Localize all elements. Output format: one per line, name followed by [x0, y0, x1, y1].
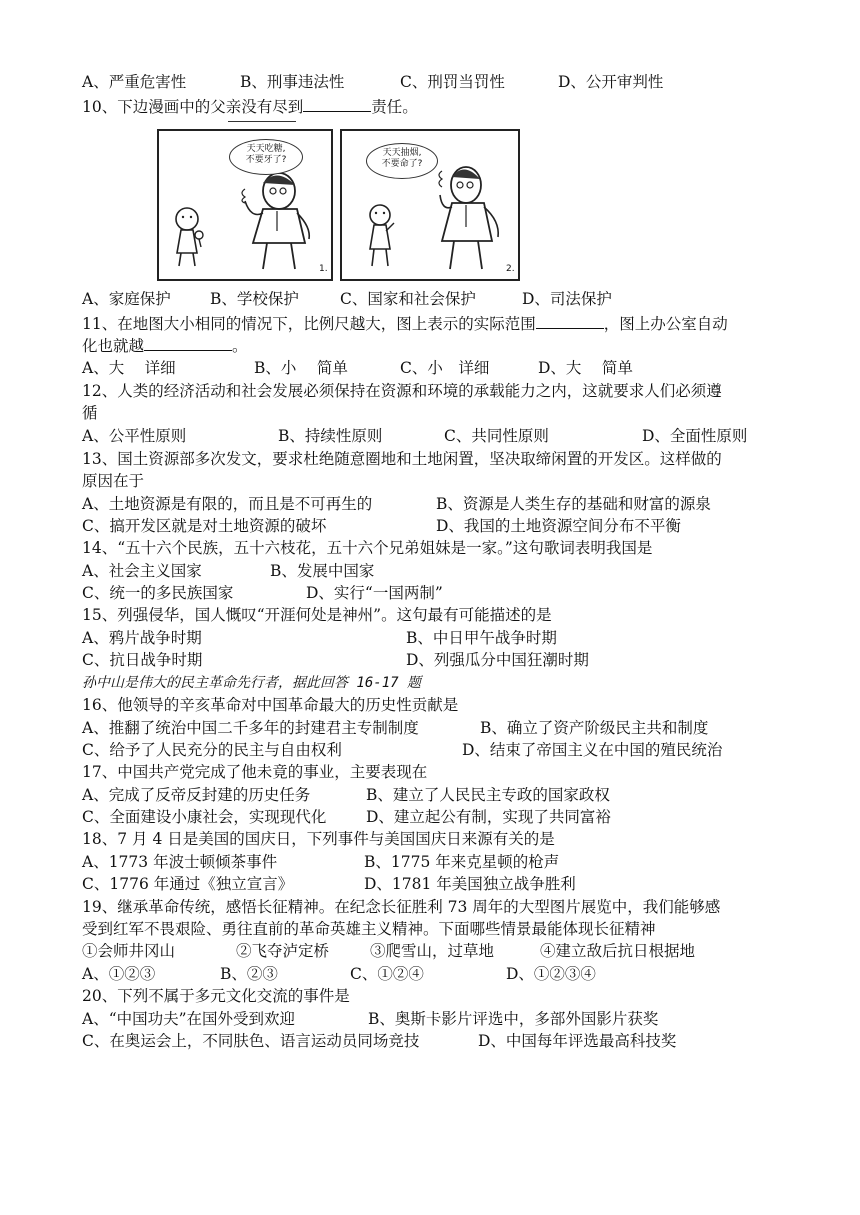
- q20-option-d: D、中国每年评选最高科技奖: [478, 1032, 677, 1050]
- q15-stem: 15、列强侵华，国人慨叹“开涯何处是神州”。这句最有可能描述的是: [82, 606, 552, 624]
- q10-stem-a: 10、下边漫画中的父亲没有尽到: [82, 98, 304, 116]
- q20-stem: 20、下列不属于多元文化交流的事件是: [82, 987, 350, 1005]
- q18-stem: 18、7 月 4 日是美国的国庆日，下列事件与美国国庆日来源有关的是: [82, 830, 555, 848]
- cartoon-top-line: [228, 121, 296, 122]
- q9-option-b: B、刑事违法性: [240, 73, 345, 91]
- q14-options-row-2: [82, 583, 443, 603]
- q11-option-d: D、大 简单: [538, 359, 633, 377]
- q10-option-a: A、家庭保护: [82, 290, 171, 308]
- q16-option-b: B、确立了资产阶级民主共和制度: [480, 719, 709, 737]
- q19-option-d: D、①②③④: [506, 965, 596, 983]
- q12-option-a: A、公平性原则: [82, 427, 187, 445]
- panel-2-bubble-line-1: 天天抽烟,: [382, 148, 422, 158]
- q12-options-row: [82, 426, 748, 446]
- q13-stem-line-1: 13、国土资源部多次发文，要求杜绝随意圈地和土地闲置，坚决取缔闲置的开发区。这样做的: [82, 450, 722, 468]
- q19-item-4: ④建立敌后抗日根据地: [540, 942, 696, 960]
- q17-option-a: A、完成了反帝反封建的历史任务: [82, 786, 311, 804]
- q19-item-1: ①会师井冈山: [82, 942, 176, 960]
- q13-option-d: D、我国的土地资源空间分布不平衡: [436, 517, 681, 535]
- q16-option-c: C、给予了人民充分的民主与自由权利: [82, 741, 342, 759]
- q16-option-d: D、结束了帝国主义在中国的殖民统治: [462, 741, 723, 759]
- q13-option-a: A、土地资源是有限的，而且是不可再生的: [82, 495, 373, 513]
- q10-stem: [82, 96, 418, 117]
- q12-option-b: B、持续性原则: [278, 427, 383, 445]
- q17-option-b: B、建立了人民民主专政的国家政权: [366, 786, 610, 804]
- q16-options-row-1: [82, 718, 709, 738]
- q20-option-a: A、“中国功夫”在国外受到欢迎: [82, 1010, 296, 1028]
- q17-options-row-2: [82, 807, 611, 827]
- q20-options-row-2: [82, 1031, 677, 1051]
- q9-option-a: A、严重危害性: [82, 73, 187, 91]
- q14-options-row-1: [82, 561, 375, 581]
- panel-1-speech-bubble: [229, 139, 303, 175]
- q18-options-row-2: [82, 874, 576, 894]
- q13-options-row-1: [82, 494, 711, 514]
- q20-option-c: C、在奥运会上，不同肤色、语言运动员同场竞技: [82, 1032, 420, 1050]
- q10-option-d: D、司法保护: [522, 290, 612, 308]
- q11-option-a: A、大 详细: [82, 359, 176, 377]
- q15-option-a: A、鸦片战争时期: [82, 629, 202, 647]
- q11-stem-line-1: [82, 313, 728, 334]
- q11-stem-c: 化也就越: [82, 337, 145, 355]
- q17-stem: 17、中国共产党完成了他未竟的事业，主要表现在: [82, 763, 428, 781]
- q11-options-row: [82, 358, 633, 378]
- q15-options-row-2: [82, 650, 589, 670]
- q14-option-d: D、实行“一国两制”: [306, 584, 443, 602]
- cartoon-panel-1: [157, 129, 333, 281]
- panel-2-number: 2.: [506, 264, 515, 274]
- q20-option-b: B、奥斯卡影片评选中，多部外国影片获奖: [368, 1010, 659, 1028]
- q10-options-row: [82, 289, 612, 309]
- q19-stem-line-1: 19、继承革命传统，感悟长征精神。在纪念长征胜利 73 周年的大型图片展览中，我们能够感: [82, 898, 721, 916]
- q18-option-b: B、1775 年来克星顿的枪声: [364, 853, 560, 871]
- q13-option-b: B、资源是人类生存的基础和财富的源泉: [436, 495, 711, 513]
- q19-option-b: B、②③: [220, 965, 278, 983]
- q19-item-2: ②飞夺泸定桥: [236, 942, 330, 960]
- q18-options-row-1: [82, 852, 560, 872]
- q11-stem-line-2: [82, 335, 248, 356]
- q19-options-row: [82, 964, 596, 984]
- q17-option-c: C、全面建设小康社会，实现现代化: [82, 808, 327, 826]
- panel-1-bubble-line-1: 天天吃糖,: [246, 144, 286, 154]
- q14-stem: 14、“五十六个民族，五十六枝花，五十六个兄弟姐妹是一家。”这句歌词表明我国是: [82, 539, 653, 557]
- q11-stem-d: 。: [232, 337, 248, 355]
- q19-option-c: C、①②④: [350, 965, 424, 983]
- q10-option-b: B、学校保护: [210, 290, 299, 308]
- q14-option-b: B、发展中国家: [270, 562, 375, 580]
- q16-stem: 16、他领导的辛亥革命对中国革命最大的历史性贡献是: [82, 696, 459, 714]
- q11-option-c: C、小 详细: [400, 359, 490, 377]
- q19-item-3: ③爬雪山，过草地: [370, 942, 495, 960]
- q10-stem-b: 责任。: [371, 98, 418, 116]
- q11-blank-1: [536, 313, 604, 329]
- q12-option-c: C、共同性原则: [444, 427, 549, 445]
- q11-stem-b: ，图上办公室自动: [603, 315, 728, 333]
- q19-items-row: [82, 941, 696, 961]
- q16-options-row-2: [82, 740, 723, 760]
- q11-blank-2: [144, 335, 232, 351]
- panel-1-number: 1.: [319, 264, 328, 274]
- q13-option-c: C、搞开发区就是对土地资源的破坏: [82, 517, 327, 535]
- q19-option-a: A、①②③: [82, 965, 156, 983]
- panel-2-bubble-line-2: 不要命了?: [381, 159, 423, 169]
- panel-1-bubble-line-2: 不要牙了?: [245, 155, 287, 165]
- q18-option-c: C、1776 年通过《独立宣言》: [82, 875, 294, 893]
- q17-options-row-1: [82, 785, 610, 805]
- q19-stem-line-2: 受到红军不畏艰险、勇往直前的革命英雄主义精神。下面哪些情景最能体现长征精神: [82, 920, 656, 938]
- q11-option-b: B、小 简单: [254, 359, 348, 377]
- cartoon-panel-2: [340, 129, 520, 281]
- q15-option-b: B、中日甲午战争时期: [406, 629, 557, 647]
- q15-option-c: C、抗日战争时期: [82, 651, 203, 669]
- q12-stem-line-1: 12、人类的经济活动和社会发展必须保持在资源和环境的承载能力之内，这就要求人们必须遵: [82, 382, 722, 400]
- q17-option-d: D、建立起公有制，实现了共同富裕: [366, 808, 611, 826]
- q15-option-d: D、列强瓜分中国狂潮时期: [406, 651, 589, 669]
- q11-stem-a: 11、在地图大小相同的情况下，比例尺越大，图上表示的实际范围: [82, 315, 536, 333]
- q15-options-row-1: [82, 628, 557, 648]
- q10-option-c: C、国家和社会保护: [340, 290, 476, 308]
- q10-blank: [303, 96, 371, 112]
- q13-options-row-2: [82, 516, 681, 536]
- q9-option-c: C、刑罚当罚性: [400, 73, 505, 91]
- q13-stem-line-2: 原因在于: [82, 472, 145, 490]
- q18-option-d: D、1781 年美国独立战争胜利: [364, 875, 576, 893]
- q16-17-intro: 孙中山是伟大的民主革命先行者，据此回答 16-17 题: [82, 675, 421, 691]
- q20-options-row-1: [82, 1009, 659, 1029]
- q9-option-d: D、公开审判性: [558, 73, 664, 91]
- q9-options-row: [82, 72, 664, 92]
- panel-2-speech-bubble: [366, 143, 438, 179]
- q16-option-a: A、推翻了统治中国二千多年的封建君主专制制度: [82, 719, 419, 737]
- q14-option-c: C、统一的多民族国家: [82, 584, 234, 602]
- q18-option-a: A、1773 年波士顿倾茶事件: [82, 853, 278, 871]
- q14-option-a: A、社会主义国家: [82, 562, 202, 580]
- q12-option-d: D、全面性原则: [642, 427, 748, 445]
- q12-stem-line-2: 循: [82, 404, 98, 422]
